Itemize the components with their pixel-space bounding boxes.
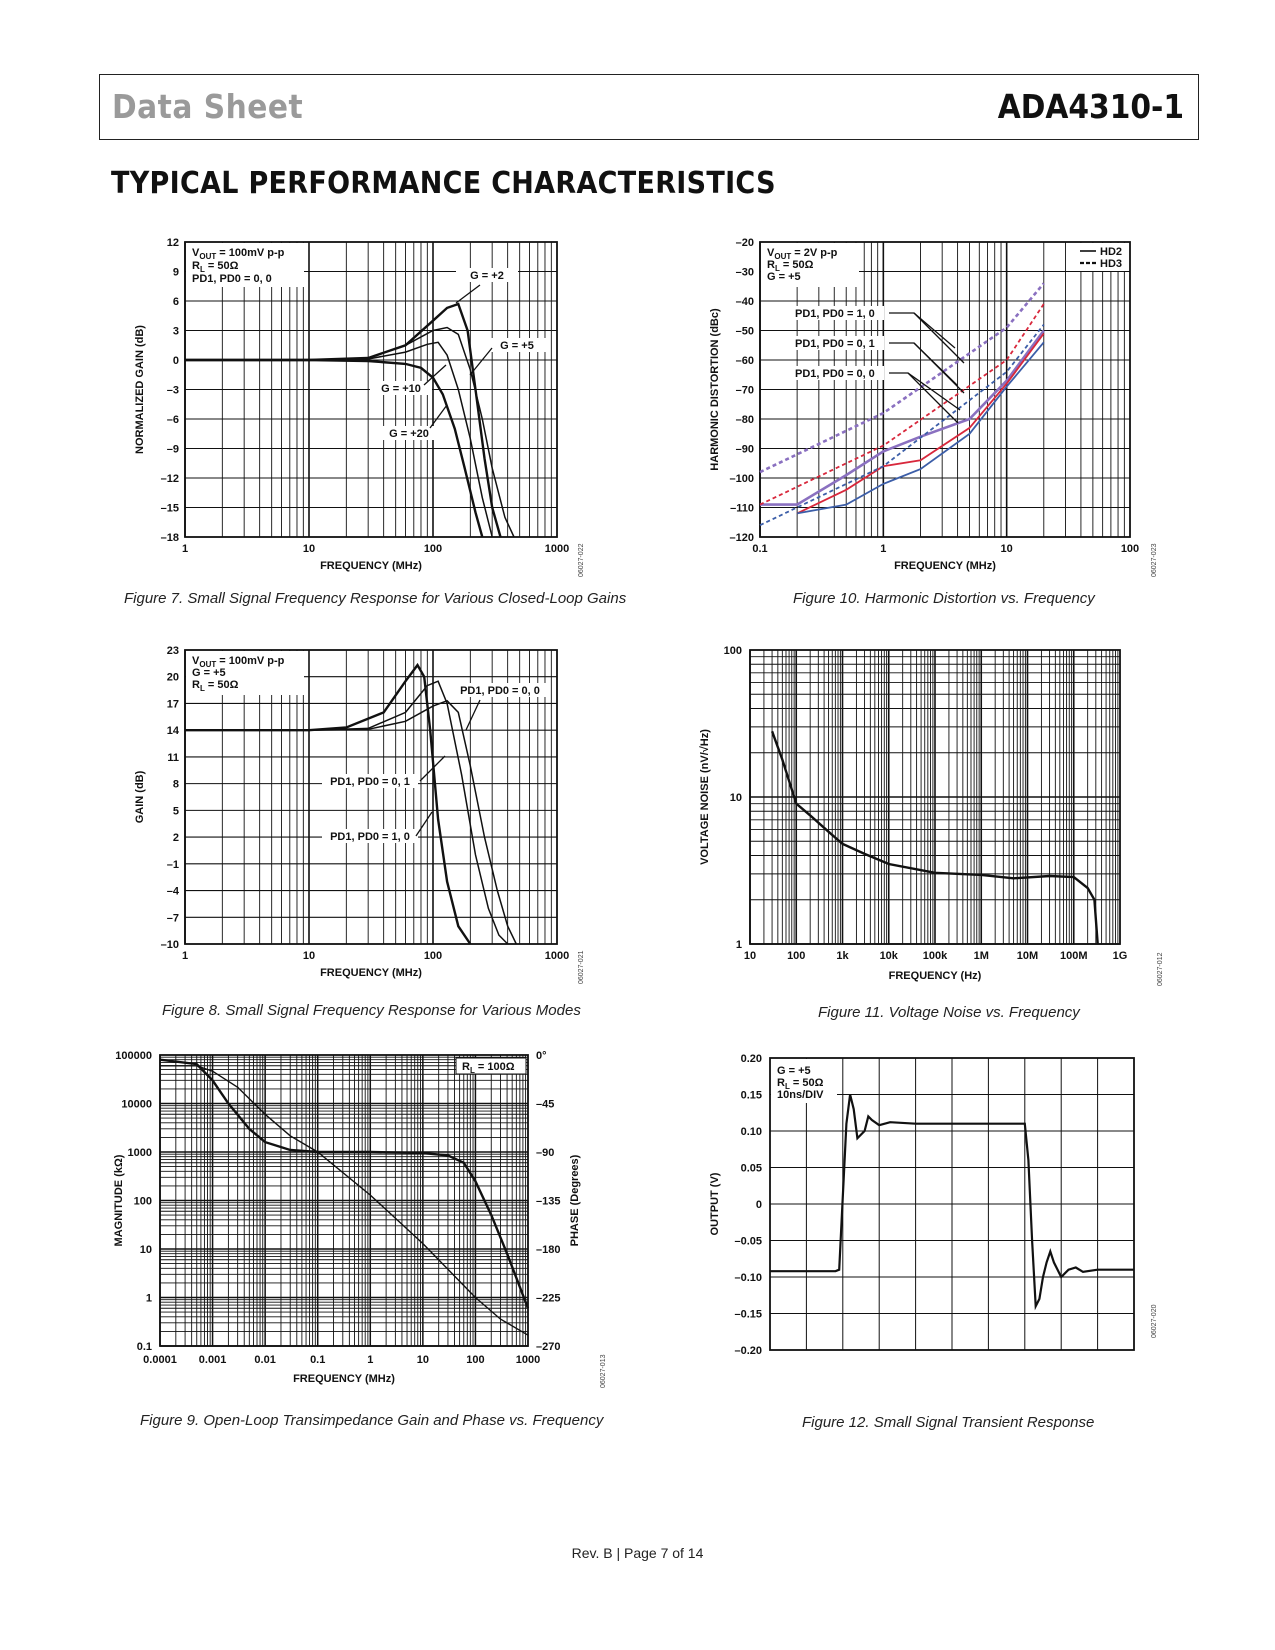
x-tick-label: 10M [1016, 950, 1039, 962]
y-tick-label: –9 [166, 443, 179, 456]
chart-fig9 [113, 1050, 607, 1388]
y-tick-label: 10 [139, 1244, 152, 1256]
y-tick-label: 12 [166, 237, 179, 249]
condition-text: G = +5 [777, 1065, 811, 1077]
condition-text: 10ns/DIV [777, 1089, 824, 1101]
y-tick-label: –7 [166, 912, 179, 925]
x-tick-label: 10 [416, 1354, 429, 1366]
caption-fig10: Figure 10. Harmonic Distortion vs. Frequency [793, 590, 1095, 607]
x-tick-label: 100 [787, 950, 806, 962]
x-tick-label: 10 [302, 543, 316, 555]
x-tick-label: 1 [880, 543, 887, 555]
header-part-number: ADA4310-1 [997, 87, 1184, 126]
y-tick-label: 3 [172, 325, 179, 338]
x-tick-label: 100k [922, 950, 948, 962]
caption-fig12: Figure 12. Small Signal Transient Response [802, 1414, 1095, 1431]
y2-tick-label: 0° [536, 1050, 547, 1062]
y-tick-label: –70 [735, 384, 754, 397]
x-axis-title: FREQUENCY (Hz) [888, 970, 982, 982]
y-tick-label: –50 [735, 325, 754, 338]
leader-line [416, 812, 432, 836]
condition-text: $R_L = 50\Omega$ [767, 259, 814, 273]
y-tick-label: 100 [723, 645, 742, 657]
y-tick-label: –40 [735, 296, 754, 308]
y-axis-title: NORMALIZED GAIN (dB) [134, 325, 146, 454]
y-axis-title: OUTPUT (V) [709, 1172, 721, 1236]
x-tick-label: 10 [302, 950, 316, 962]
series-label: PD1, PD0 = 0, 0 [460, 685, 540, 697]
y-tick-label: 17 [166, 698, 179, 711]
condition-text: $R_L = 100\Omega$ [462, 1061, 515, 1075]
x-tick-label: 0.1 [752, 543, 768, 555]
y-axis-title: MAGNITUDE (kΩ) [113, 1154, 125, 1247]
legend-label-hd2: HD2 [1100, 246, 1123, 258]
condition-text: G = +5 [767, 271, 801, 283]
figure-code: 06027-021 [578, 950, 585, 984]
condition-text: $R_L = 50\Omega$ [192, 679, 239, 693]
x-tick-label: 0.001 [198, 1354, 227, 1366]
y-tick-label: –0.15 [734, 1308, 762, 1321]
y2-tick-label: –45 [536, 1098, 555, 1111]
x-axis-title: FREQUENCY (MHz) [320, 560, 422, 572]
leader-line [456, 285, 480, 303]
y-tick-label: –100 [729, 473, 754, 485]
y-axis-title: GAIN (dB) [134, 770, 146, 824]
series-label: PD1, PD0 = 0, 0 [795, 368, 875, 380]
y-tick-label: –110 [730, 502, 754, 515]
x-tick-label: 1M [973, 950, 989, 962]
x-tick-label: 10 [743, 950, 757, 962]
caption-fig7: Figure 7. Small Signal Frequency Response for Various Closed-Loop Gains [124, 590, 627, 607]
y-tick-label: 9 [172, 266, 179, 279]
x-tick-label: 1000 [544, 543, 570, 555]
condition-text: PD1, PD0 = 0, 0 [192, 273, 272, 285]
x-axis-title: FREQUENCY (MHz) [894, 560, 996, 572]
y-tick-label: 2 [172, 832, 179, 845]
x-tick-label: 10 [1000, 543, 1013, 555]
leader-line [914, 313, 964, 363]
y-tick-label: 1 [735, 939, 742, 951]
series-line [185, 701, 516, 944]
x-tick-label: 0.01 [254, 1354, 276, 1366]
series-label: PD1, PD0 = 0, 1 [330, 776, 410, 788]
header-doc-type: Data Sheet [112, 87, 304, 126]
y2-tick-label: –135 [536, 1195, 561, 1208]
chart-fig8 [134, 645, 585, 984]
y-tick-label: –0.20 [734, 1345, 762, 1357]
series-label: G = +10 [381, 383, 421, 395]
leader-line [466, 700, 480, 730]
y-tick-label: –10 [160, 939, 179, 951]
y-tick-label: 23 [166, 645, 179, 657]
y-tick-label: 0 [755, 1199, 762, 1211]
chart-fig12 [709, 1053, 1158, 1357]
x-tick-label: 100 [466, 1354, 485, 1366]
y-tick-label: –90 [735, 443, 754, 456]
y-tick-label: –80 [735, 414, 754, 426]
y-tick-label: 5 [172, 805, 179, 818]
series-label: G = +5 [500, 340, 534, 352]
y-axis-title: VOLTAGE NOISE (nV/√Hz) [699, 729, 711, 865]
y-tick-label: 20 [166, 671, 179, 684]
x-tick-label: 0.1 [310, 1354, 326, 1366]
x-tick-label: 1000 [544, 950, 570, 962]
y-tick-label: –4 [166, 885, 179, 898]
x-tick-label: 100 [423, 543, 443, 555]
y2-tick-label: –90 [536, 1147, 555, 1159]
series-label: PD1, PD0 = 1, 0 [795, 308, 875, 320]
x-axis-title: FREQUENCY (MHz) [293, 1373, 395, 1385]
x-tick-label: 10k [879, 950, 898, 962]
y-tick-label: 1 [145, 1292, 152, 1305]
y-tick-label: –1 [166, 858, 179, 871]
y-tick-label: 0 [172, 355, 179, 367]
y-tick-label: 0.10 [740, 1126, 762, 1138]
y-tick-label: –30 [735, 266, 754, 279]
x-tick-label: 0.0001 [143, 1354, 177, 1366]
y-tick-label: –60 [735, 355, 754, 367]
y-tick-label: 100000 [115, 1050, 152, 1062]
caption-fig8: Figure 8. Small Signal Frequency Response for Various Modes [162, 1002, 581, 1019]
figure-code: 06027-020 [1151, 1304, 1158, 1338]
y2-tick-label: –270 [536, 1341, 561, 1353]
x-tick-label: 100 [423, 950, 443, 962]
x-tick-label: 1 [367, 1354, 374, 1366]
y-tick-label: –6 [166, 414, 179, 426]
x-tick-label: 1 [181, 543, 189, 555]
x-axis-title: FREQUENCY (MHz) [320, 967, 422, 979]
figure-code: 06027-013 [600, 1354, 607, 1388]
condition-text: $V_{OUT} = 100mV$ p-p [192, 655, 285, 669]
y-tick-label: –3 [166, 384, 179, 397]
y-tick-label: –18 [160, 532, 179, 544]
y-tick-label: 10000 [121, 1098, 152, 1111]
y-tick-label: 0.20 [740, 1053, 762, 1065]
y-tick-label: 0.05 [740, 1162, 762, 1175]
y-tick-label: 8 [172, 778, 179, 791]
x-tick-label: 100M [1059, 950, 1088, 962]
y-tick-label: 0.1 [136, 1341, 152, 1353]
caption-fig9: Figure 9. Open-Loop Transimpedance Gain and Phase vs. Frequency [140, 1412, 604, 1429]
y2-tick-label: –180 [536, 1244, 561, 1256]
condition-text: G = +5 [192, 667, 226, 679]
series-label: PD1, PD0 = 1, 0 [330, 831, 410, 843]
legend-label-hd3: HD3 [1100, 258, 1123, 270]
x-tick-label: 1000 [515, 1354, 541, 1366]
y-tick-label: 10 [729, 792, 742, 804]
condition-text: $V_{OUT} = 100mV$ p-p [192, 247, 285, 261]
figure-code: 06027-012 [1157, 952, 1164, 986]
y-tick-label: 14 [166, 725, 179, 738]
y-tick-label: –15 [160, 502, 179, 515]
y-tick-label: 11 [167, 751, 179, 764]
page-footer: Rev. B | Page 7 of 14 [571, 1545, 704, 1561]
y-tick-label: 0.15 [740, 1089, 762, 1102]
condition-text: $R_L = 50\Omega$ [777, 1077, 824, 1091]
x-tick-label: 100 [1120, 543, 1140, 555]
series-label: G = +2 [470, 270, 504, 282]
x-tick-label: 1G [1112, 950, 1128, 962]
chart-fig7 [134, 237, 585, 577]
leader-line [889, 343, 957, 385]
figure-code: 06027-023 [1151, 543, 1158, 577]
y-tick-label: 1000 [127, 1147, 152, 1159]
leader-line [470, 348, 492, 375]
y-tick-label: 6 [172, 296, 179, 308]
y-tick-label: 100 [133, 1195, 152, 1208]
series-label: G = +20 [389, 428, 429, 440]
chart-fig10 [709, 237, 1158, 577]
y2-axis-title: PHASE (Degrees) [569, 1154, 581, 1247]
condition-text: $V_{OUT} = 2V$ p-p [767, 247, 838, 261]
series-label: PD1, PD0 = 0, 1 [795, 338, 875, 350]
y-tick-label: –0.10 [734, 1272, 762, 1284]
chart-fig11 [699, 645, 1164, 986]
y-tick-label: –120 [729, 532, 754, 544]
condition-text: $R_L = 50\Omega$ [192, 260, 239, 274]
caption-fig11: Figure 11. Voltage Noise vs. Frequency [818, 1004, 1080, 1021]
y-axis-title: HARMONIC DISTORTION (dBc) [709, 308, 721, 471]
y-tick-label: –20 [735, 237, 754, 249]
x-tick-label: 1k [836, 950, 849, 962]
x-tick-label: 1 [181, 950, 189, 962]
y2-tick-label: –225 [536, 1292, 561, 1305]
y-tick-label: –0.05 [734, 1235, 762, 1248]
figure-code: 06027-022 [578, 543, 585, 577]
section-title: TYPICAL PERFORMANCE CHARACTERISTICS [111, 166, 776, 201]
y-tick-label: –12 [160, 473, 179, 485]
